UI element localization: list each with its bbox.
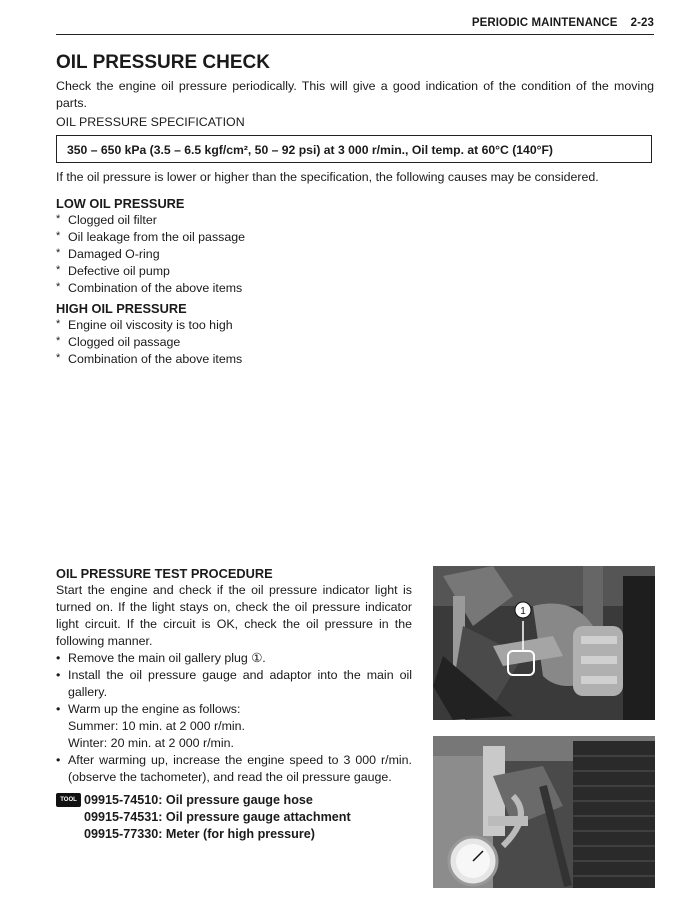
list-item: * Combination of the above items [56, 281, 243, 295]
page-header [56, 14, 654, 35]
list-item: * Engine oil viscosity is too high [56, 318, 233, 332]
oil-gallery-plug-photo [433, 566, 655, 720]
procedure-heading: OIL PRESSURE TEST PROCEDURE [56, 566, 273, 581]
list-item: * Damaged O-ring [56, 247, 160, 261]
callout-number: 1 [520, 606, 526, 617]
low-pressure-section [56, 196, 245, 297]
high-pressure-section [56, 301, 242, 368]
low-item-text: Clogged oil filter [68, 213, 157, 227]
procedure-step: • Remove the main oil gallery plug ①. [56, 651, 266, 665]
test-procedure-section [56, 565, 412, 786]
list-item: * Defective oil pump [56, 264, 170, 278]
low-item-text: Defective oil pump [68, 264, 170, 278]
spec-value-box: 350 – 650 kPa (3.5 – 6.5 kgf/cm², 50 – 92 psi) at 3 000 r/min., Oil temp. at 60°C (140°F) [56, 135, 652, 163]
procedure-step: • After warming up, increase the engine speed to 3 000 r/min. (observe the tachometer), and read the oil pressure gauge. [56, 753, 412, 784]
step-text: Install the oil pressure gauge and adaptor into the main oil gallery. [68, 668, 412, 699]
high-pressure-heading: HIGH OIL PRESSURE [56, 301, 187, 316]
procedure-step: • Install the oil pressure gauge and adaptor into the main oil gallery. [56, 668, 412, 699]
high-item-text: Combination of the above items [68, 352, 243, 366]
list-item: * Oil leakage from the oil passage [56, 230, 246, 244]
header-section: PERIODIC MAINTENANCE [471, 17, 618, 29]
low-item-text: Oil leakage from the oil passage [68, 230, 246, 244]
intro-text: Check the engine oil pressure periodically. This will give a good indication of the condition of the moving parts. [56, 79, 654, 110]
low-pressure-heading: LOW OIL PRESSURE [56, 196, 185, 211]
high-item-text: Engine oil viscosity is too high [68, 318, 233, 332]
low-item-text: Combination of the above items [68, 281, 243, 295]
page-title: OIL PRESSURE CHECK [56, 52, 270, 73]
warmup-winter: Winter: 20 min. at 2 000 r/min. [68, 736, 234, 750]
tool-icon: TOOL [56, 793, 81, 807]
procedure-step: • Warm up the engine as follows: Summer: 10 min. at 2 000 r/min. Winter: 20 min. at 2 000 r/min. [56, 701, 412, 752]
list-item: * Combination of the above items [56, 352, 243, 366]
tool-item: 09915-74531: Oil pressure gauge attachment [84, 810, 351, 824]
low-item-text: Damaged O-ring [68, 247, 160, 261]
spec-label: OIL PRESSURE SPECIFICATION [56, 115, 245, 129]
engine-photo-1 [433, 566, 655, 720]
special-tools [56, 792, 351, 843]
engine-photo-2 [433, 736, 655, 888]
warmup-summer: Summer: 10 min. at 2 000 r/min. [68, 719, 245, 733]
cause-text: If the oil pressure is lower or higher than the specification, the following causes may be considered. [56, 170, 599, 184]
pressure-gauge-photo [433, 736, 655, 888]
tool-item: 09915-77330: Meter (for high pressure) [84, 827, 315, 841]
step-text: Remove the main oil gallery plug ①. [68, 651, 266, 665]
list-item: * Clogged oil passage [56, 335, 181, 349]
step-text: Warm up the engine as follows: [68, 702, 241, 716]
header-page-number: 2-23 [630, 17, 654, 29]
list-item: * Clogged oil filter [56, 213, 157, 227]
procedure-paragraph: Start the engine and check if the oil pressure indicator light is turned on. If the light stays on, check the oil pressure indicator light circuit. If the circuit is OK, check the oil pressure in the following manner. [56, 583, 412, 648]
step-text: After warming up, increase the engine speed to 3 000 r/min. (observe the tachometer), and read the oil pressure gauge. [68, 753, 412, 784]
tool-item: 09915-74510: Oil pressure gauge hose [84, 793, 313, 807]
high-item-text: Clogged oil passage [68, 335, 181, 349]
